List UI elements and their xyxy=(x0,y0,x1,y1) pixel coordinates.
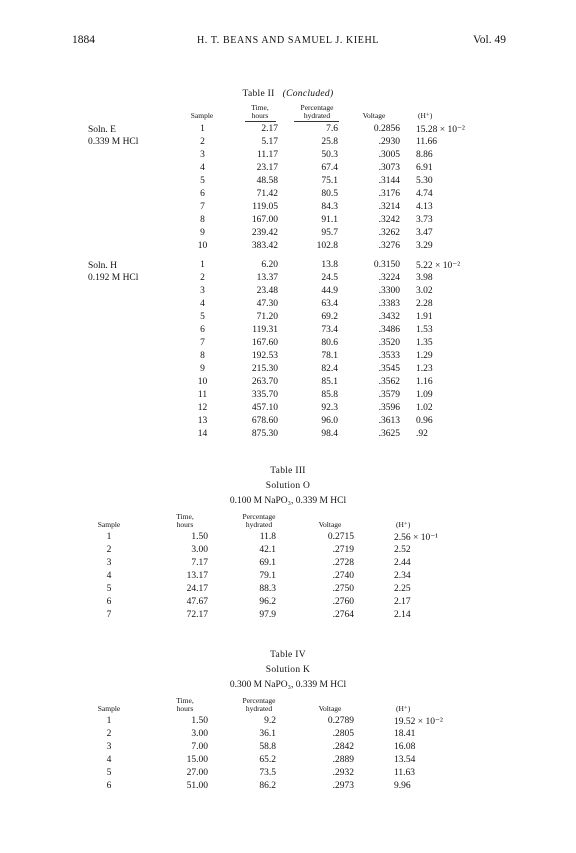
col-pct-l1: Percentage xyxy=(242,696,276,705)
cell-time: 678.60 xyxy=(251,416,278,426)
cell-percentage: 73.4 xyxy=(321,325,338,335)
col-h-ion: (H⁺) xyxy=(396,704,411,713)
cell-time: 5.17 xyxy=(261,137,278,147)
col-time-l1: Time, xyxy=(176,696,194,705)
cell-sample: 12 xyxy=(197,403,208,413)
cell-h-ion: 1.29 xyxy=(416,351,433,361)
cell-sample: 8 xyxy=(200,351,205,361)
table-row xyxy=(0,403,576,415)
cell-percentage: 86.2 xyxy=(259,781,276,791)
cell-voltage: .3520 xyxy=(378,338,400,348)
table-row xyxy=(0,545,576,557)
cell-time: 47.67 xyxy=(186,597,208,607)
cell-time: 263.70 xyxy=(251,377,278,387)
table-row xyxy=(0,390,576,402)
col-pct-l2: hydrated xyxy=(303,111,331,120)
cell-time: 48.58 xyxy=(256,176,278,186)
cell-percentage: 85.1 xyxy=(321,377,338,387)
rule xyxy=(294,121,339,122)
cell-sample: 3 xyxy=(200,286,205,296)
cell-time: 3.00 xyxy=(191,729,208,739)
table-row xyxy=(0,260,576,272)
cell-h-ion: 9.96 xyxy=(394,781,411,791)
cell-time: 7.17 xyxy=(191,558,208,568)
cell-percentage: 9.2 xyxy=(264,716,276,726)
table-row xyxy=(0,351,576,363)
cell-time: 23.17 xyxy=(256,163,278,173)
cell-h-ion: 2.17 xyxy=(394,597,411,607)
cell-percentage: 13.8 xyxy=(321,260,338,270)
col-voltage: Voltage xyxy=(362,111,386,120)
running-authors: H. T. BEANS AND SAMUEL J. KIEHL xyxy=(196,35,380,46)
cell-time: 119.31 xyxy=(252,325,278,335)
cell-time: 72.17 xyxy=(186,610,208,620)
table-row xyxy=(0,202,576,214)
table-row xyxy=(0,597,576,609)
cell-h-ion: 1.91 xyxy=(416,312,433,322)
cell-sample: 11 xyxy=(197,390,208,400)
cell-time: 27.00 xyxy=(186,768,208,778)
col-time-l2: hours xyxy=(251,111,269,120)
table-row xyxy=(0,176,576,188)
cell-percentage: 82.4 xyxy=(321,364,338,374)
col-pct-l2: hydrated xyxy=(245,704,273,713)
cell-percentage: 65.2 xyxy=(259,755,276,765)
cell-percentage: 73.5 xyxy=(259,768,276,778)
table-row xyxy=(0,312,576,324)
table-4-title: Table IV xyxy=(270,650,306,660)
col-time-l1: Time, xyxy=(176,512,194,521)
table-row xyxy=(0,150,576,162)
cell-sample: 4 xyxy=(200,299,205,309)
table-row xyxy=(0,716,576,728)
cell-sample: 5 xyxy=(106,768,112,778)
cell-percentage: 42.1 xyxy=(259,545,276,555)
cell-voltage: 0.2715 xyxy=(327,532,354,542)
table-2-title-text: Table II xyxy=(242,89,275,99)
cell-voltage: 0.3150 xyxy=(373,260,400,270)
cell-percentage: 80.5 xyxy=(321,189,338,199)
cell-h-ion: 2.28 xyxy=(416,299,433,309)
cell-percentage: 50.3 xyxy=(321,150,338,160)
col-voltage: Voltage xyxy=(318,704,342,713)
cell-h-ion: 19.52 × 10⁻² xyxy=(394,717,443,727)
cell-voltage: .3579 xyxy=(378,390,400,400)
cell-percentage: 96.0 xyxy=(321,416,338,426)
col-pct-l1: Percentage xyxy=(300,103,334,112)
cell-h-ion: 1.35 xyxy=(416,338,433,348)
table-row xyxy=(0,610,576,622)
cell-sample: 4 xyxy=(200,163,205,173)
cell-sample: 3 xyxy=(200,150,205,160)
cell-sample: 4 xyxy=(106,755,112,765)
cell-h-ion: 6.91 xyxy=(416,163,433,173)
cell-percentage: 91.1 xyxy=(321,215,338,225)
cell-percentage: 11.8 xyxy=(259,532,276,542)
group-concentration: 0.339 M HCl xyxy=(88,137,139,147)
cell-percentage: 85.8 xyxy=(321,390,338,400)
cell-h-ion: 1.16 xyxy=(416,377,433,387)
cell-voltage: .2889 xyxy=(332,755,354,765)
cell-h-ion: 1.09 xyxy=(416,390,433,400)
cell-time: 1.50 xyxy=(191,532,208,542)
table-row xyxy=(0,189,576,201)
table-row xyxy=(0,163,576,175)
cell-time: 215.30 xyxy=(251,364,278,374)
col-percentage xyxy=(234,513,284,529)
cell-time: 24.17 xyxy=(186,584,208,594)
cell-time: 192.53 xyxy=(251,351,278,361)
cell-time: 15.00 xyxy=(186,755,208,765)
cell-percentage: 88.3 xyxy=(259,584,276,594)
table-row xyxy=(0,273,576,285)
cell-voltage: .3073 xyxy=(378,163,400,173)
cell-percentage: 36.1 xyxy=(259,729,276,739)
group-name: Soln. E xyxy=(88,125,116,135)
table-2-title xyxy=(0,89,576,99)
cell-h-ion: 5.22 × 10⁻² xyxy=(416,261,461,271)
table-row xyxy=(0,228,576,240)
table-row xyxy=(0,755,576,767)
cell-sample: 1 xyxy=(200,260,205,270)
cell-time: 119.05 xyxy=(252,202,278,212)
cell-voltage: .3005 xyxy=(378,150,400,160)
cell-h-ion: 1.53 xyxy=(416,325,433,335)
cell-sample: 13 xyxy=(197,416,208,426)
col-time-l2: hours xyxy=(176,704,194,713)
cell-h-ion: 3.73 xyxy=(416,215,433,225)
cell-percentage: 92.3 xyxy=(321,403,338,413)
cell-voltage: .3144 xyxy=(378,176,400,186)
cell-voltage: .3383 xyxy=(378,299,400,309)
cell-voltage: .2728 xyxy=(332,558,354,568)
cell-time: 13.17 xyxy=(186,571,208,581)
cell-h-ion: 4.13 xyxy=(416,202,433,212)
cell-h-ion: 11.66 xyxy=(416,137,438,147)
col-time-l1: Time, xyxy=(251,103,269,112)
col-sample: Sample xyxy=(97,704,121,713)
col-time xyxy=(240,104,280,120)
cell-time: 11.17 xyxy=(256,150,278,160)
cell-voltage: .2973 xyxy=(332,781,354,791)
cell-h-ion: 4.74 xyxy=(416,189,433,199)
table-row xyxy=(0,286,576,298)
table-3-title: Table III xyxy=(270,466,306,476)
cell-h-ion: 3.47 xyxy=(416,228,433,238)
cell-time: 167.60 xyxy=(251,338,278,348)
cell-sample: 10 xyxy=(197,241,208,251)
cell-h-ion: 1.23 xyxy=(416,364,433,374)
cell-h-ion: 2.56 × 10⁻¹ xyxy=(394,533,439,543)
cell-percentage: 25.8 xyxy=(321,137,338,147)
table-row xyxy=(0,299,576,311)
table-row xyxy=(0,364,576,376)
cell-percentage: 58.8 xyxy=(259,742,276,752)
cell-h-ion: 2.52 xyxy=(394,545,411,555)
cell-sample: 1 xyxy=(200,124,205,134)
cell-time: 71.20 xyxy=(256,312,278,322)
cell-sample: 5 xyxy=(200,176,205,186)
cell-voltage: .2750 xyxy=(332,584,354,594)
table-row xyxy=(0,377,576,389)
col-time xyxy=(165,513,205,529)
cell-sample: 6 xyxy=(200,189,205,199)
cell-voltage: .3224 xyxy=(378,273,400,283)
cell-voltage: .3562 xyxy=(378,377,400,387)
cell-sample: 9 xyxy=(200,228,205,238)
cell-sample: 2 xyxy=(106,545,112,555)
cell-h-ion: 15.28 × 10⁻² xyxy=(416,125,465,135)
table-row xyxy=(0,781,576,793)
col-time-l2: hours xyxy=(176,520,194,529)
cell-voltage: .3176 xyxy=(378,189,400,199)
cell-sample: 3 xyxy=(106,558,112,568)
table-row xyxy=(0,532,576,544)
table-4-solution: Solution K xyxy=(265,665,311,675)
cell-h-ion: 0.96 xyxy=(416,416,433,426)
table-row xyxy=(0,768,576,780)
cell-sample: 7 xyxy=(200,202,205,212)
cell-h-ion: 2.14 xyxy=(394,610,411,620)
cell-h-ion: 11.63 xyxy=(394,768,416,778)
cell-time: 47.30 xyxy=(256,299,278,309)
cell-h-ion: 13.54 xyxy=(394,755,416,765)
table-row xyxy=(0,584,576,596)
page-number: 1884 xyxy=(72,34,95,46)
cell-percentage: 63.4 xyxy=(321,299,338,309)
cell-time: 3.00 xyxy=(191,545,208,555)
cell-voltage: .3533 xyxy=(378,351,400,361)
cell-voltage: .3214 xyxy=(378,202,400,212)
cell-percentage: 75.1 xyxy=(321,176,338,186)
table-3-subtitle: 0.100 M NaPO₃, 0.339 M HCl xyxy=(229,496,347,506)
group-concentration: 0.192 M HCl xyxy=(88,273,139,283)
cell-voltage: .3300 xyxy=(378,286,400,296)
cell-h-ion: 8.86 xyxy=(416,150,433,160)
col-voltage: Voltage xyxy=(318,520,342,529)
cell-voltage: .2740 xyxy=(332,571,354,581)
cell-h-ion: 2.25 xyxy=(394,584,411,594)
cell-voltage: .3545 xyxy=(378,364,400,374)
cell-sample: 6 xyxy=(106,597,112,607)
group-name: Soln. H xyxy=(88,261,118,271)
cell-voltage: .2805 xyxy=(332,729,354,739)
cell-h-ion: 2.34 xyxy=(394,571,411,581)
cell-time: 457.10 xyxy=(251,403,278,413)
cell-sample: 9 xyxy=(200,364,205,374)
cell-time: 167.00 xyxy=(251,215,278,225)
volume-number: Vol. 49 xyxy=(472,34,506,46)
cell-voltage: .2932 xyxy=(332,768,354,778)
table-row xyxy=(0,338,576,350)
cell-voltage: .3625 xyxy=(378,429,400,439)
cell-percentage: 80.6 xyxy=(321,338,338,348)
cell-percentage: 79.1 xyxy=(259,571,276,581)
cell-percentage: 102.8 xyxy=(316,241,338,251)
cell-h-ion: 18.41 xyxy=(394,729,416,739)
col-percentage xyxy=(292,104,342,120)
cell-percentage: 78.1 xyxy=(321,351,338,361)
cell-time: 6.20 xyxy=(261,260,278,270)
cell-sample: 7 xyxy=(200,338,205,348)
cell-percentage: 96.2 xyxy=(259,597,276,607)
table-row xyxy=(0,429,576,441)
cell-percentage: 69.2 xyxy=(321,312,338,322)
cell-voltage: .3242 xyxy=(378,215,400,225)
cell-time: 1.50 xyxy=(191,716,208,726)
cell-sample: 6 xyxy=(200,325,205,335)
cell-time: 2.17 xyxy=(261,124,278,134)
cell-voltage: .3596 xyxy=(378,403,400,413)
table-row xyxy=(0,558,576,570)
cell-voltage: .3432 xyxy=(378,312,400,322)
cell-percentage: 97.9 xyxy=(259,610,276,620)
cell-percentage: 7.6 xyxy=(326,124,338,134)
cell-percentage: 67.4 xyxy=(321,163,338,173)
cell-h-ion: 5.30 xyxy=(416,176,433,186)
cell-h-ion: 2.44 xyxy=(394,558,411,568)
table-row xyxy=(0,729,576,741)
cell-time: 875.30 xyxy=(251,429,278,439)
cell-sample: 10 xyxy=(197,377,208,387)
col-percentage xyxy=(234,697,284,713)
table-4-subtitle: 0.300 M NaPO₃, 0.339 M HCl xyxy=(229,680,347,690)
table-row xyxy=(0,742,576,754)
table-row xyxy=(0,325,576,337)
table-row xyxy=(0,137,576,149)
cell-time: 13.37 xyxy=(256,273,278,283)
col-pct-l1: Percentage xyxy=(242,512,276,521)
cell-time: 7.00 xyxy=(191,742,208,752)
cell-percentage: 98.4 xyxy=(321,429,338,439)
cell-sample: 5 xyxy=(200,312,205,322)
table-row xyxy=(0,416,576,428)
col-h-ion: (H⁺) xyxy=(418,111,433,120)
cell-h-ion: 16.08 xyxy=(394,742,416,752)
rule xyxy=(245,121,276,122)
cell-sample: 1 xyxy=(106,532,112,542)
cell-sample: 2 xyxy=(200,137,205,147)
cell-sample: 5 xyxy=(106,584,112,594)
table-row xyxy=(0,215,576,227)
cell-sample: 6 xyxy=(106,781,112,791)
cell-h-ion: 3.29 xyxy=(416,241,433,251)
col-pct-l2: hydrated xyxy=(245,520,273,529)
cell-voltage: .2930 xyxy=(378,137,400,147)
cell-time: 51.00 xyxy=(186,781,208,791)
table-3-solution: Solution O xyxy=(265,481,311,491)
cell-time: 335.70 xyxy=(251,390,278,400)
table-2-title-suffix: (Concluded) xyxy=(282,89,334,99)
cell-sample: 14 xyxy=(197,429,208,439)
cell-h-ion: 3.98 xyxy=(416,273,433,283)
table-row xyxy=(0,571,576,583)
cell-percentage: 44.9 xyxy=(321,286,338,296)
cell-voltage: .3276 xyxy=(378,241,400,251)
cell-voltage: 0.2856 xyxy=(373,124,400,134)
cell-sample: 4 xyxy=(106,571,112,581)
table-row xyxy=(0,241,576,253)
cell-voltage: 0.2789 xyxy=(327,716,354,726)
cell-sample: 1 xyxy=(106,716,112,726)
cell-time: 23.48 xyxy=(256,286,278,296)
cell-time: 383.42 xyxy=(251,241,278,251)
cell-voltage: .3262 xyxy=(378,228,400,238)
running-header xyxy=(0,34,576,54)
cell-time: 239.42 xyxy=(251,228,278,238)
cell-h-ion: .92 xyxy=(416,429,428,439)
table-row xyxy=(0,124,576,136)
cell-h-ion: 3.02 xyxy=(416,286,433,296)
col-sample: Sample xyxy=(190,111,214,120)
cell-voltage: .2719 xyxy=(332,545,354,555)
cell-sample: 3 xyxy=(106,742,112,752)
cell-voltage: .3613 xyxy=(378,416,400,426)
cell-percentage: 95.7 xyxy=(321,228,338,238)
cell-voltage: .2764 xyxy=(332,610,354,620)
cell-percentage: 69.1 xyxy=(259,558,276,568)
cell-voltage: .2842 xyxy=(332,742,354,752)
cell-percentage: 24.5 xyxy=(321,273,338,283)
col-sample: Sample xyxy=(97,520,121,529)
col-time xyxy=(165,697,205,713)
cell-percentage: 84.3 xyxy=(321,202,338,212)
cell-sample: 8 xyxy=(200,215,205,225)
cell-time: 71.42 xyxy=(256,189,278,199)
cell-h-ion: 1.02 xyxy=(416,403,433,413)
cell-voltage: .2760 xyxy=(332,597,354,607)
cell-sample: 7 xyxy=(106,610,112,620)
col-h-ion: (H⁺) xyxy=(396,520,411,529)
cell-voltage: .3486 xyxy=(378,325,400,335)
cell-sample: 2 xyxy=(106,729,112,739)
cell-sample: 2 xyxy=(200,273,205,283)
